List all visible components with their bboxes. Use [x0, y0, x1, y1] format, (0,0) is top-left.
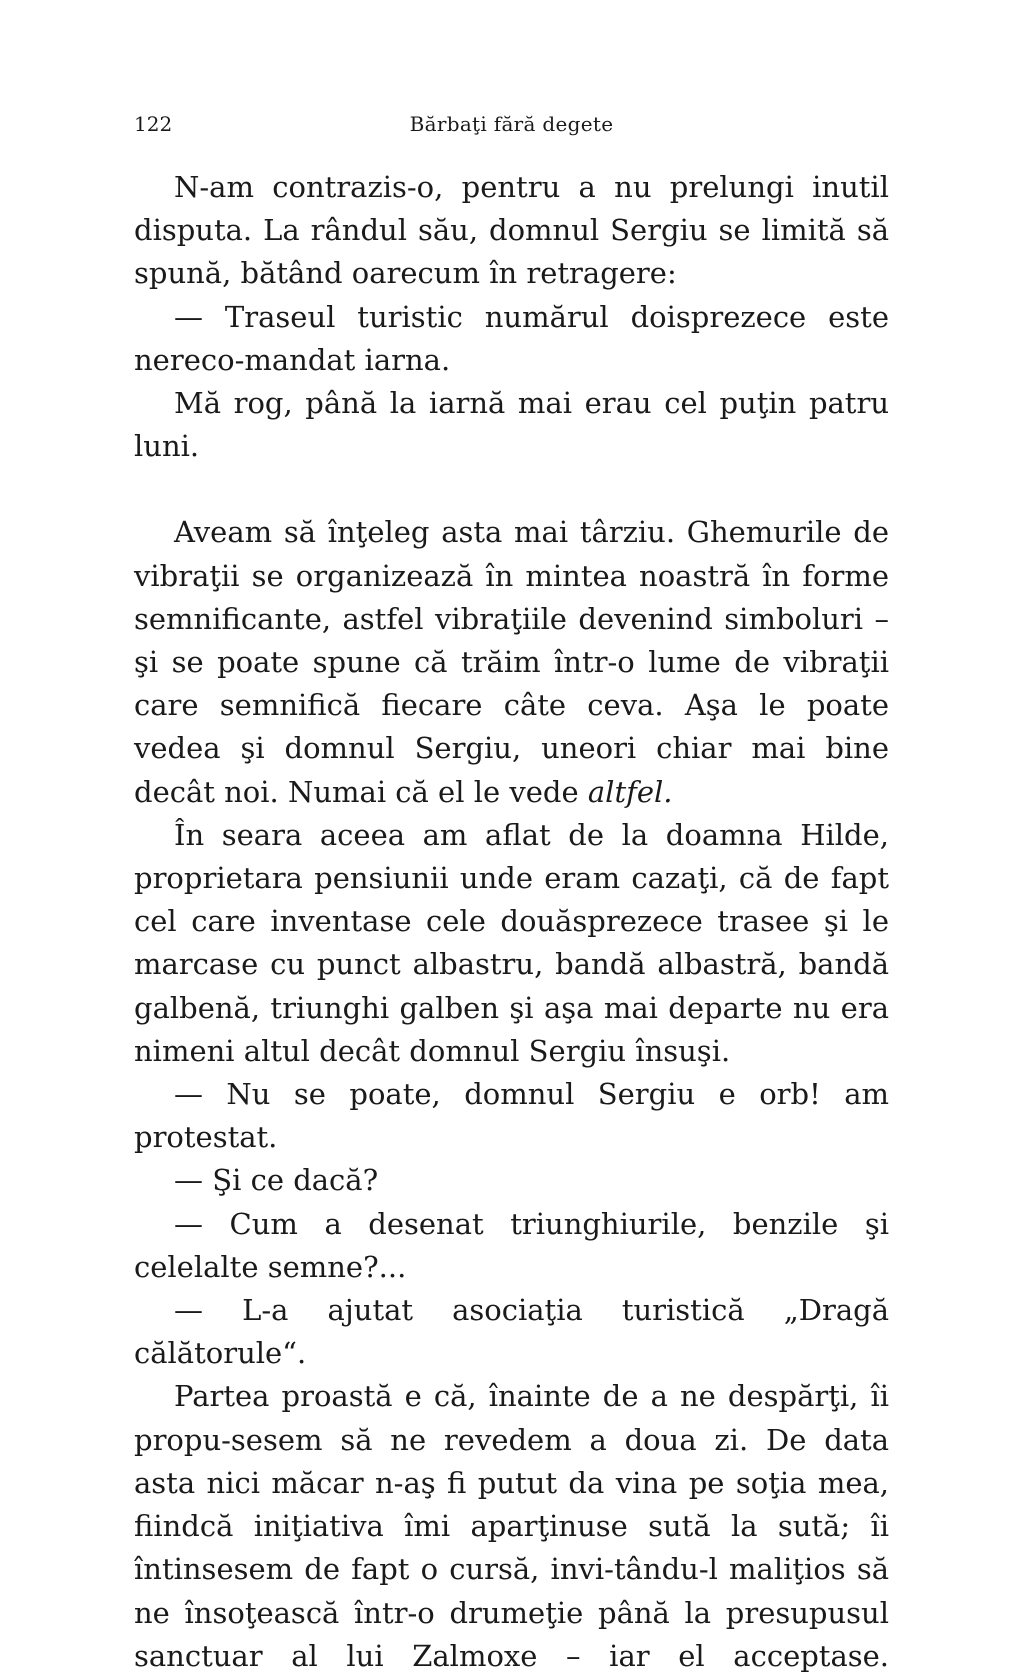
paragraph-4-text: Aveam să înţeleg asta mai târziu. Ghemurile de vibraţii se organizează în mintea noastră în forme semnificante, astfel vibraţiile devenind simboluri – şi se poate spune că trăim într-o lume de vibraţii care semnifică fiecare câte ceva. Aşa le poate vedea şi domnul Sergiu, uneori chiar mai bine decât noi. Numai că el le vede: [134, 515, 889, 809]
paragraph-8-dialogue: — Cum a desenat triunghiurile, benzile şi celelalte semne?...: [134, 1206, 889, 1284]
page-number: 122: [134, 112, 173, 136]
paragraph-3: Mă rog, până la iarnă mai erau cel puţin patru luni.: [134, 386, 889, 464]
page-header: [134, 112, 889, 142]
paragraph-4-italic: altfel.: [587, 774, 673, 809]
body-text: [134, 166, 889, 1678]
paragraph-10: Partea proastă e că, înainte de a ne despărţi, îi propu-sesem să ne revedem a doua zi. De data asta nici măcar n-aş fi putut da vina pe soţia mea, fiindcă iniţiativa îmi aparţinuse sută la sută; îi întinsesem de fapt o cursă, invi-tându-l maliţios să ne însoţească într-o drumeţie până la presupusul sanctuar al lui Zalmoxe – iar el acceptase.: [134, 1379, 889, 1673]
paragraph-7-dialogue: — Şi ce dacă?: [174, 1163, 379, 1198]
running-title: Bărbaţi fără degete: [409, 112, 614, 136]
paragraph-2-dialogue: — Traseul turistic numărul doisprezece este nereco-mandat iarna.: [134, 299, 889, 377]
paragraph-9-dialogue: — L-a ajutat asociaţia turistică „Dragă călătorule“.: [134, 1293, 889, 1371]
paragraph-6-dialogue: — Nu se poate, domnul Sergiu e orb! am protestat.: [134, 1077, 889, 1155]
paragraph-1: N-am contrazis-o, pentru a nu prelungi inutil disputa. La rândul său, domnul Sergiu se limită să spună, bătând oarecum în retragere:: [134, 170, 889, 291]
paragraph-4: [134, 511, 889, 813]
paragraph-5: În seara aceea am aflat de la doamna Hilde, proprietara pensiunii unde eram cazaţi, că de fapt cel care inventase cele douăsprezece trasee şi le marcase cu punct albastru, bandă albastră, bandă galbenă, triunghi galben şi aşa mai departe nu era nimeni altul decât domnul Sergiu însuşi.: [134, 817, 889, 1068]
